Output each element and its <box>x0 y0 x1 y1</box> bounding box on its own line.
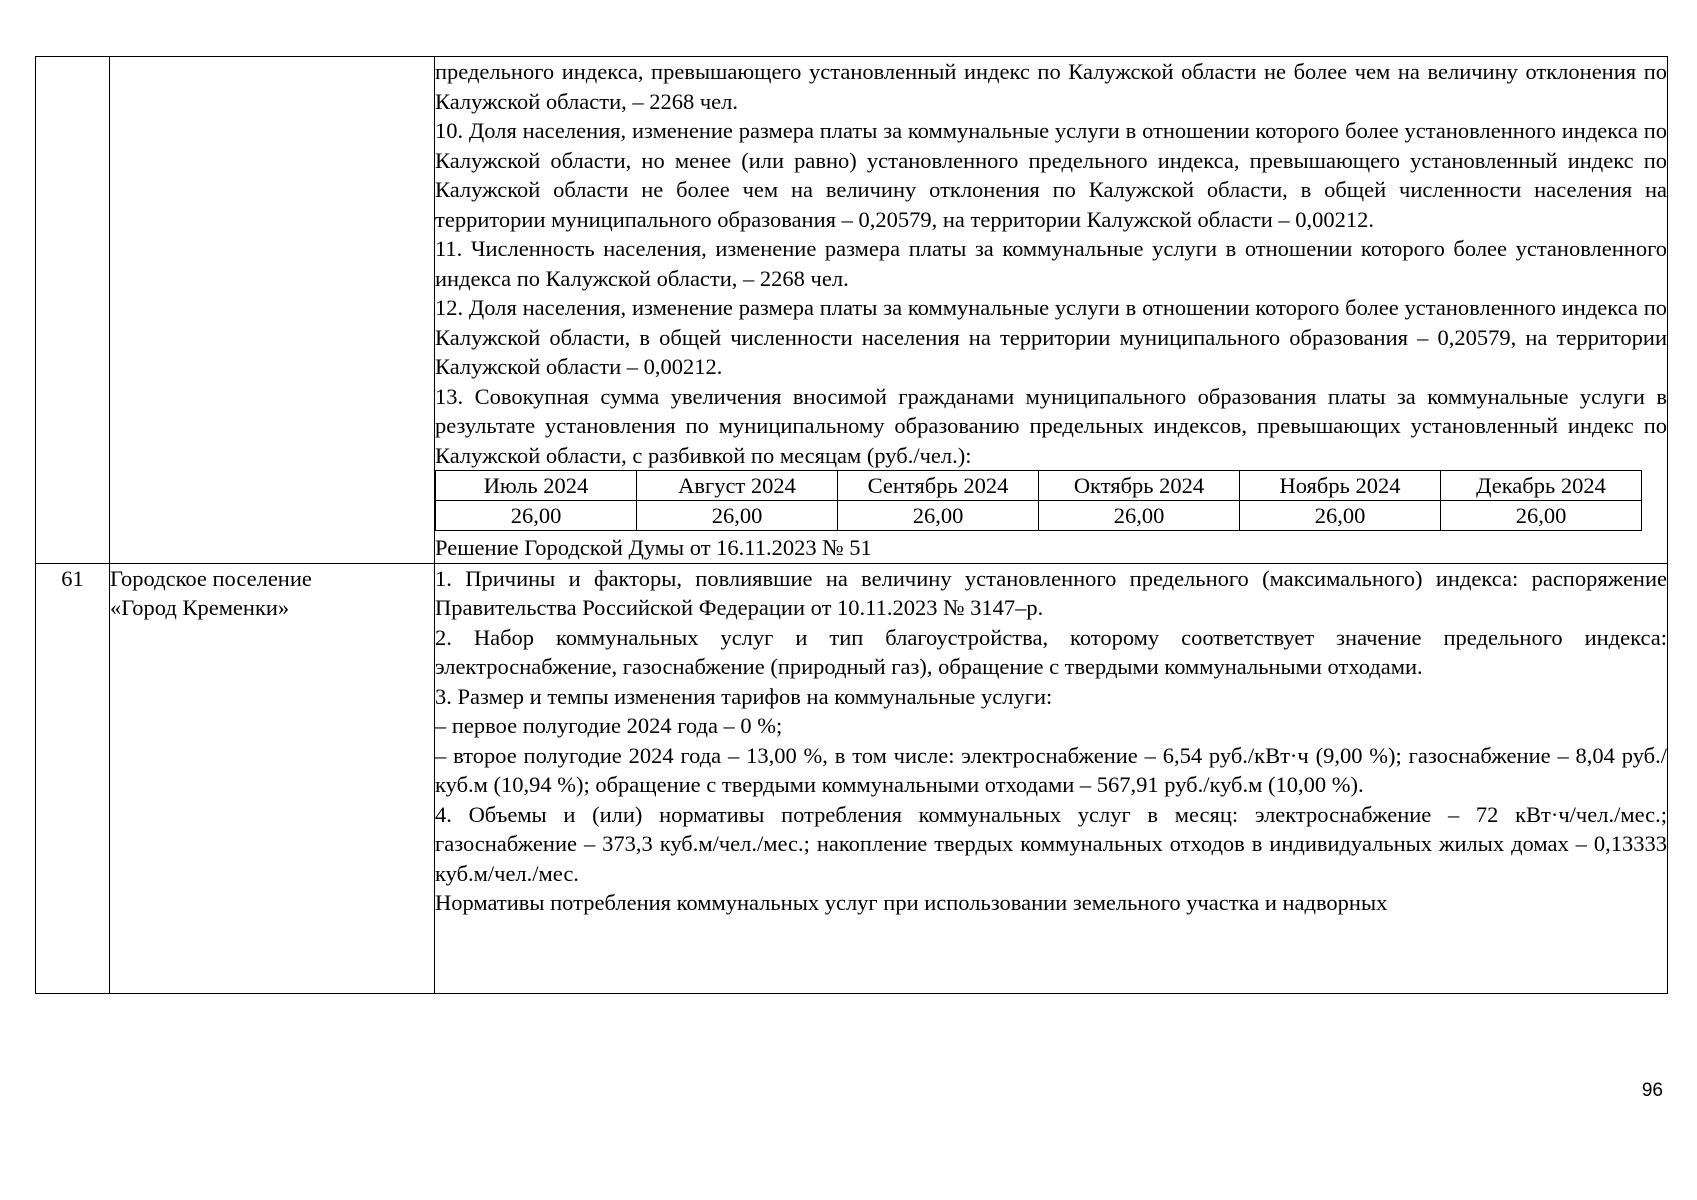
name-cell-empty <box>110 57 435 564</box>
number-cell-empty <box>36 57 110 564</box>
paragraph-11: 11. Численность населения, изменение размера платы за коммунальные услуги в отношении которого более установленного индекса по Калужской области, – 2268 чел. <box>435 236 1667 291</box>
month-header: Октябрь 2024 <box>1039 471 1240 501</box>
decision-text: Решение Городской Думы от 16.11.2023 № 51 <box>435 535 872 560</box>
month-value: 26,00 <box>637 501 838 531</box>
details-cell-continued <box>435 57 1668 564</box>
paragraph-12: 12. Доля населения, изменение размера платы за коммунальные услуги в отношении которого более установленного индекса по Калужской области, в общей численности населения на территории муниципального образования – 0,20579, на территории Калужской области – 0,00212. <box>435 295 1667 379</box>
paragraph-1: 1. Причины и факторы, повлиявшие на величину установленного предельного (максимального) индекса: распоряжение Правительства Российской Федерации от 10.11.2023 № 3147–р. <box>435 565 1667 620</box>
month-header: Сентябрь 2024 <box>838 471 1039 501</box>
months-header-row <box>436 471 1642 501</box>
paragraph-3-second-half: – второе полугодие 2024 года – 13,00 %, в том числе: электроснабжение – 6,54 руб./кВт·ч (9,00 %); газоснабжение – 8,04 руб./куб.м (10,94 %); обращение с твердыми коммунальными отходами – 567,91 руб./куб.м (10,00 %). <box>435 742 1667 797</box>
page-number: 96 <box>1641 1080 1663 1101</box>
table-row-continued <box>36 57 1668 564</box>
details-clip <box>435 564 1667 993</box>
month-value: 26,00 <box>838 501 1039 531</box>
details-cell-61 <box>435 563 1668 993</box>
month-value: 26,00 <box>1240 501 1441 531</box>
monthly-increase-table <box>435 470 1642 531</box>
municipality-name-line2: «Город Кременки» <box>110 595 290 620</box>
indices-table <box>35 56 1668 994</box>
month-value: 26,00 <box>436 501 637 531</box>
municipality-name-line1: Городское поселение <box>110 565 312 591</box>
paragraph-continued-9: предельного индекса, превышающего установленный индекс по Калужской области не более чем на величину отклонения по Калужской области, – 2268 чел. <box>435 59 1667 114</box>
month-header: Август 2024 <box>637 471 838 501</box>
month-value: 26,00 <box>1441 501 1642 531</box>
municipality-name <box>110 563 435 993</box>
paragraph-2: 2. Набор коммунальных услуг и тип благоустройства, которому соответствует значение предельного индекса: электроснабжение, газоснабжение (природный газ), обращение с твердыми коммунальными отходами. <box>435 624 1667 679</box>
month-value: 26,00 <box>1039 501 1240 531</box>
paragraph-3-first-half: – первое полугодие 2024 года – 0 %; <box>435 713 783 738</box>
paragraph-3: 3. Размер и темпы изменения тарифов на коммунальные услуги: <box>435 683 1053 709</box>
paragraph-13: 13. Совокупная сумма увеличения вносимой гражданами муниципального образования платы за коммунальные услуги в результате установления по муниципальному образованию предельных индексов, превышающих установленный индекс по Калужской области, с разбивкой по месяцам (руб./чел.): <box>435 383 1667 468</box>
month-header: Ноябрь 2024 <box>1240 471 1441 501</box>
months-values-row <box>436 501 1642 531</box>
month-header: Декабрь 2024 <box>1441 471 1642 501</box>
paragraph-10: 10. Доля населения, изменение размера платы за коммунальные услуги в отношении которого более установленного индекса по Калужской области, но менее (или равно) установленного предельного индекса, превышающего установленный индекс по Калужской области не более чем на величину отклонения по Калужской области, в общей численности населения на территории муниципального образования – 0,20579, на территории Калужской области – 0,00212. <box>435 118 1667 232</box>
table-row-61 <box>36 563 1668 993</box>
paragraph-norms-cut: Нормативы потребления коммунальных услуг при использовании земельного участка и надворных <box>435 890 1388 915</box>
row-number: 61 <box>36 563 110 993</box>
month-header: Июль 2024 <box>436 471 637 501</box>
paragraph-4: 4. Объемы и (или) нормативы потребления коммунальных услуг в месяц: электроснабжение – 72 кВт·ч/чел./мес.; газоснабжение – 373,3 куб.м/чел./мес.; накопление твердых коммунальных отходов в индивидуальных жилых домах – 0,13333 куб.м/чел./мес. <box>435 801 1667 886</box>
